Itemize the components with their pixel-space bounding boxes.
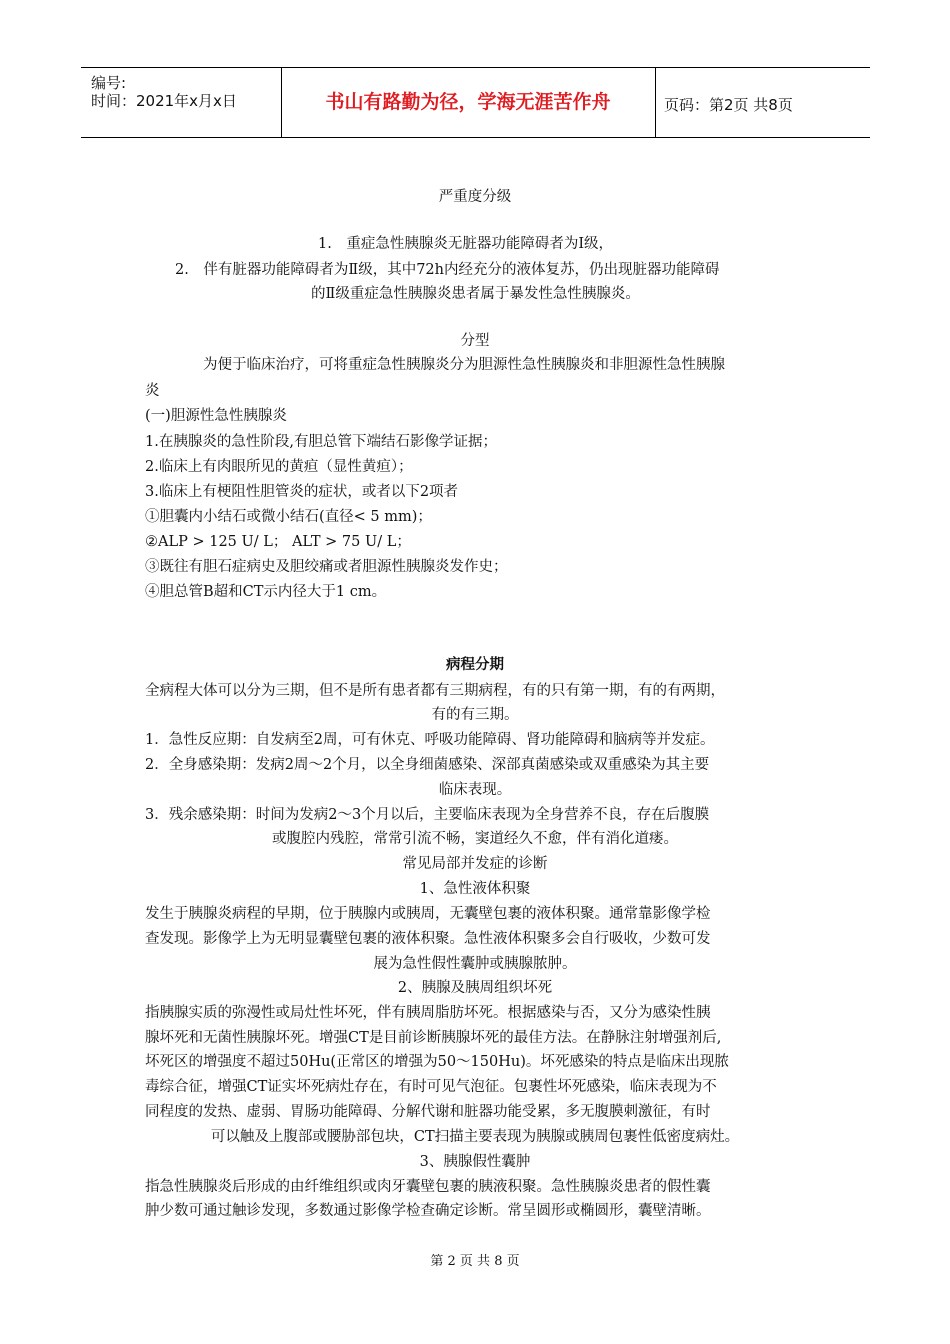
stage-item-3-cont: 或腹腔内残腔，常常引流不畅，窦道经久不愈，伴有消化道瘘。 — [272, 831, 678, 847]
complication-title: 常见局部并发症的诊断 — [402, 856, 548, 872]
type-title: 分型 — [460, 333, 490, 349]
stage-title: 病程分期 — [446, 657, 504, 673]
severity-item-2-cont: 的Ⅱ级重症急性胰腺炎患者属于暴发性急性胰腺炎。 — [311, 286, 640, 302]
severity-item-2: 2. 伴有脏器功能障碍者为Ⅱ级，其中72h内经充分的液体复苏，仍出现脏器功能障碍 — [175, 262, 720, 278]
severity-item-1: 1. 重症急性胰腺炎无脏器功能障碍者为Ⅰ级， — [318, 236, 614, 252]
header-page-info: 页码：第2页 共8页 — [664, 96, 793, 114]
complication-1-title: 1、急性液体积聚 — [419, 881, 531, 897]
complication-1-text-2: 查发现。影像学上为无明显囊壁包裹的液体积聚。急性液体积聚多会自行吸收，少数可发 — [145, 931, 711, 947]
severity-title: 严重度分级 — [438, 189, 512, 205]
complication-3-text: 指急性胰腺炎后形成的由纤维组织或肉牙囊壁包裹的胰液积聚。急性胰腺炎患者的假性囊 — [145, 1179, 711, 1195]
complication-1-text-3: 展为急性假性囊肿或胰腺脓肿。 — [373, 956, 577, 972]
stage-item-2-cont: 临床表现。 — [438, 782, 512, 798]
biliary-title: (一)胆源性急性胰腺炎 — [145, 408, 287, 424]
complication-3-title: 3、胰腺假性囊肿 — [419, 1154, 531, 1170]
type-intro: 为便于临床治疗，可将重症急性胰腺炎分为胆源性急性胰腺炎和非胆源性急性胰腺 — [203, 357, 725, 373]
complication-2-text-2: 腺坏死和无菌性胰腺坏死。增强CT是目前诊断胰腺坏死的最佳方法。在静脉注射增强剂后, — [145, 1030, 722, 1046]
biliary-item-3-4: ④胆总管B超和CT示内径大于1 cm。 — [145, 584, 387, 600]
doc-number-label: 编号: — [91, 74, 127, 92]
biliary-item-3-3: ③既往有胆石症病史及胆绞痛或者胆源性胰腺炎发作史； — [145, 559, 508, 575]
biliary-item-3: 3.临床上有梗阻性胆管炎的症状，或者以下2项者 — [145, 484, 459, 500]
doc-date-label: 时间：2021年x月x日 — [91, 92, 237, 110]
type-intro-cont: 炎 — [145, 383, 160, 399]
complication-1-text: 发生于胰腺炎病程的早期，位于胰腺内或胰周，无囊壁包裹的液体积聚。通常靠影像学检 — [145, 906, 711, 922]
complication-3-text-2: 肿少数可通过触诊发现，多数通过影像学检查确定诊断。常呈圆形或椭圆形，囊壁清晰。 — [145, 1203, 711, 1219]
stage-item-3: 3．残余感染期：时间为发病2～3个月以后，主要临床表现为全身营养不良，存在后腹膜 — [145, 807, 710, 823]
biliary-item-3-1: ①胆囊内小结石或微小结石(直径< 5 mm)； — [145, 509, 432, 525]
page-header — [81, 67, 870, 138]
complication-2-text-3: 坏死区的增强度不超过50Hu(正常区的增强为50～150Hu)。坏死感染的特点是临床出现脓 — [145, 1054, 729, 1070]
complication-2-text: 指胰腺实质的弥漫性或局灶性坏死，伴有胰周脂肪坏死。根据感染与否，又分为感染性胰 — [145, 1005, 711, 1021]
biliary-item-1: 1.在胰腺炎的急性阶段,有胆总管下端结石影像学证据； — [145, 434, 497, 450]
header-motto: 书山有路勤为径，学海无涯苦作舟 — [281, 68, 656, 137]
complication-2-text-4: 毒综合征，增强CT证实坏死病灶存在，有时可见气泡征。包裹性坏死感染，临床表现为不 — [145, 1079, 717, 1095]
stage-item-1: 1．急性反应期：自发病至2周，可有休克、呼吸功能障碍、肾功能障碍和脑病等并发症。 — [145, 732, 715, 748]
stage-item-2: 2．全身感染期：发病2周～2个月，以全身细菌感染、深部真菌感染或双重感染为其主要 — [145, 757, 710, 773]
complication-2-text-6: 可以触及上腹部或腰胁部包块，CT扫描主要表现为胰腺或胰周包裹性低密度病灶。 — [210, 1129, 740, 1145]
biliary-item-3-2: ②ALP > 125 U/ L； ALT > 75 U/ L； — [145, 534, 411, 550]
page-footer: 第 2 页 共 8 页 — [430, 1254, 520, 1269]
complication-2-text-5: 同程度的发热、虚弱、胃肠功能障碍、分解代谢和脏器功能受累，多无腹膜刺激征，有时 — [145, 1104, 711, 1120]
biliary-item-2: 2.临床上有肉眼所见的黄疸（显性黄疸）； — [145, 459, 413, 475]
header-meta — [81, 68, 282, 137]
stage-intro-cont: 有的有三期。 — [431, 707, 519, 723]
stage-intro: 全病程大体可以分为三期，但不是所有患者都有三期病程，有的只有第一期，有的有两期， — [145, 683, 725, 699]
complication-2-title: 2、胰腺及胰周组织坏死 — [397, 980, 553, 996]
